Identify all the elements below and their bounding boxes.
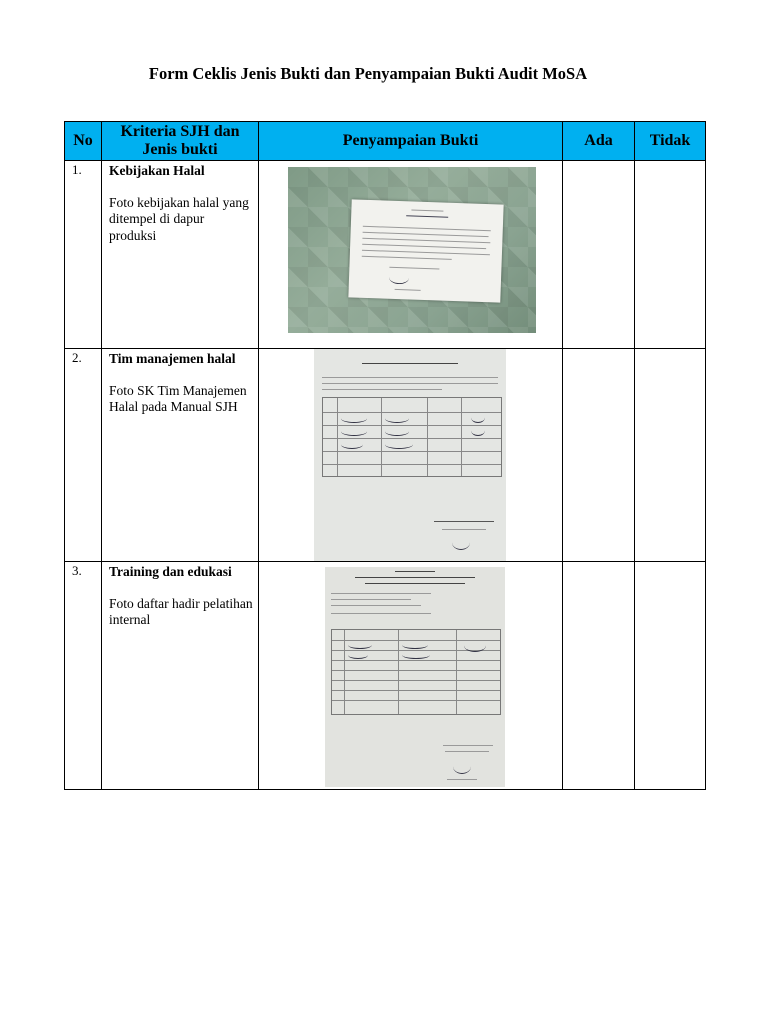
ada-cell[interactable] <box>563 161 635 349</box>
criteria-title: Training dan edukasi <box>109 564 232 579</box>
table-row <box>65 349 706 562</box>
row-number: 1. <box>65 161 102 349</box>
photo-attendance-list <box>325 567 505 787</box>
evidence-photo-cell <box>259 562 563 790</box>
photo-halal-policy <box>288 167 536 333</box>
checklist-table <box>64 121 706 790</box>
header-ada: Ada <box>563 122 635 161</box>
tidak-cell[interactable] <box>635 161 706 349</box>
document-title: Form Ceklis Jenis Bukti dan Penyampaian Bukti Audit MoSA <box>148 64 588 83</box>
criteria-title: Tim manajemen halal <box>109 351 236 366</box>
header-no: No <box>65 122 102 161</box>
row-number: 3. <box>65 562 102 790</box>
tidak-cell[interactable] <box>635 562 706 790</box>
ada-cell[interactable] <box>563 349 635 562</box>
criteria-cell <box>102 349 259 562</box>
criteria-cell <box>102 161 259 349</box>
row-number: 2. <box>65 349 102 562</box>
table-row <box>65 161 706 349</box>
header-tidak: Tidak <box>635 122 706 161</box>
header-kriteria: Kriteria SJH dan Jenis bukti <box>102 122 259 161</box>
criteria-title: Kebijakan Halal <box>109 163 205 178</box>
criteria-cell <box>102 562 259 790</box>
table-row <box>65 562 706 790</box>
paper-sheet <box>314 349 506 561</box>
tidak-cell[interactable] <box>635 349 706 562</box>
evidence-photo-cell <box>259 161 563 349</box>
photo-halal-team-decree <box>314 349 506 561</box>
ada-cell[interactable] <box>563 562 635 790</box>
evidence-type: Foto kebijakan halal yang ditempel di dapur produksi <box>109 195 249 243</box>
header-penyampaian: Penyampaian Bukti <box>259 122 563 161</box>
header-row <box>65 122 706 161</box>
evidence-photo-cell <box>259 349 563 562</box>
paper-sheet <box>325 567 505 787</box>
evidence-type: Foto SK Tim Manajemen Halal pada Manual SJH <box>109 383 247 415</box>
evidence-type: Foto daftar hadir pelatihan internal <box>109 596 253 628</box>
paper-sheet <box>348 199 503 302</box>
